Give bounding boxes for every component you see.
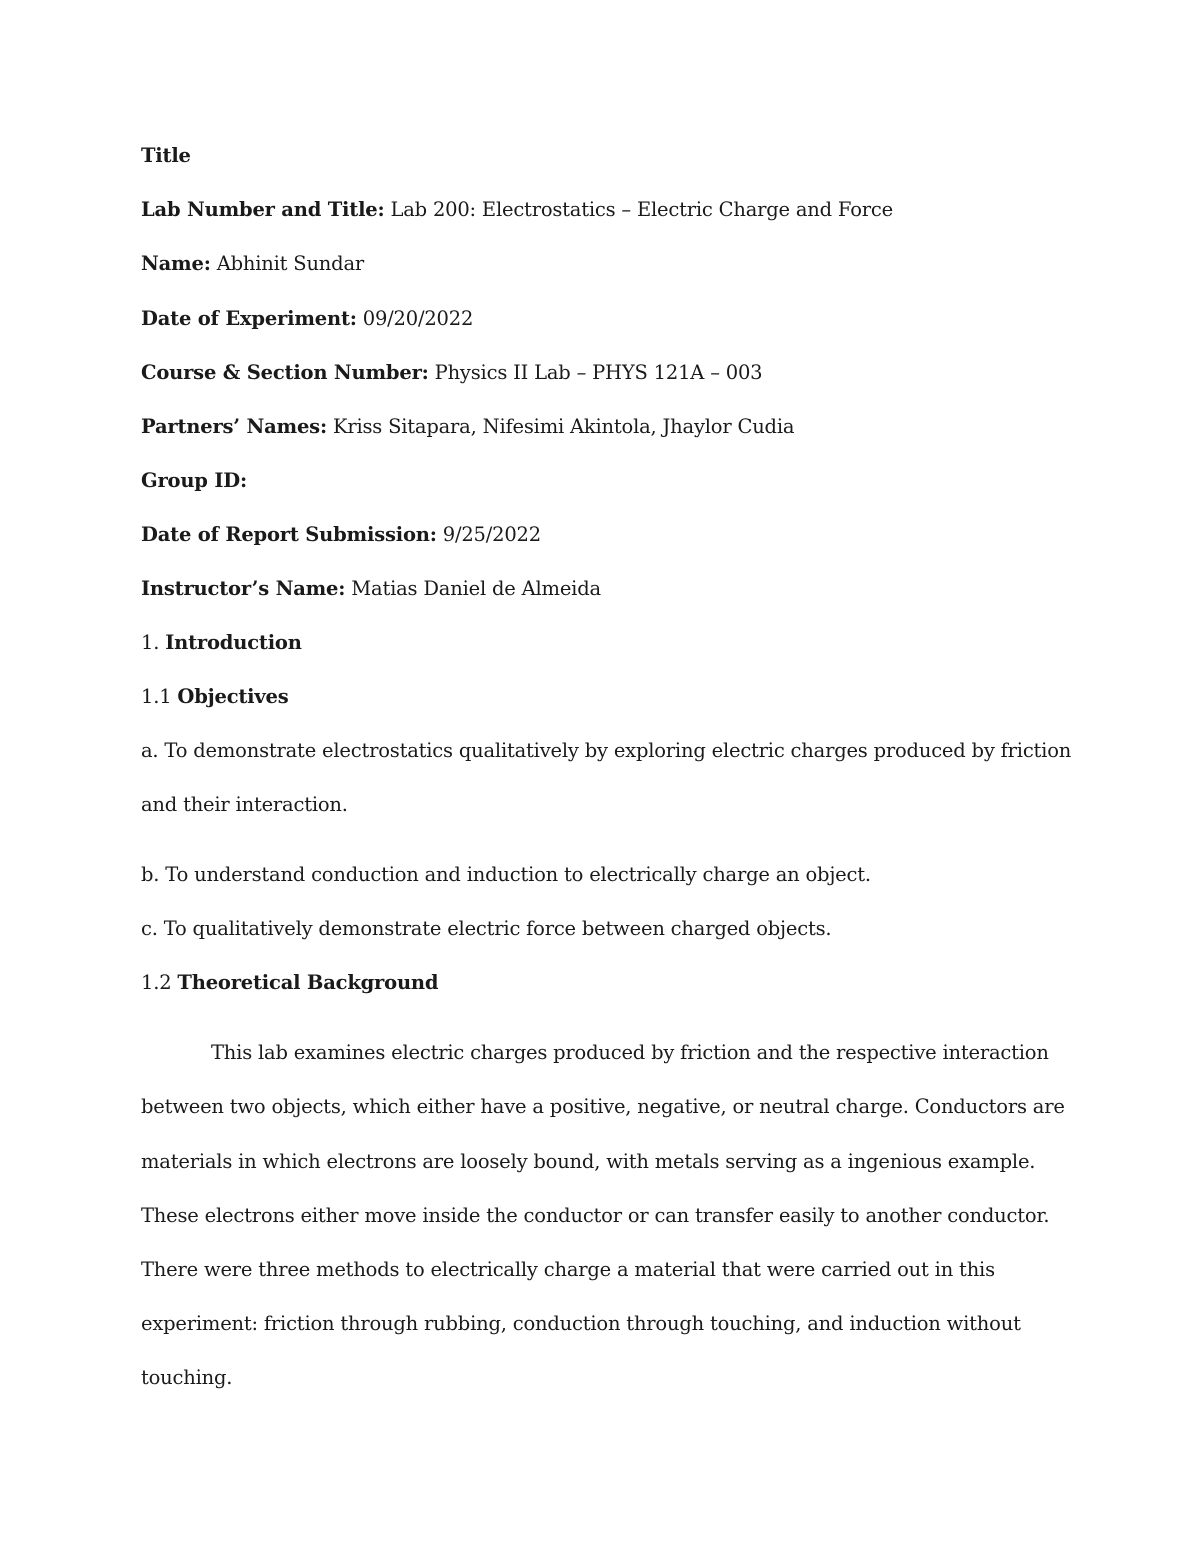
lab-number-value: Lab 200: Electrostatics – Electric Charge and Force (390, 198, 893, 221)
date-of-report-value: 9/25/2022 (442, 523, 541, 546)
objectives-heading (141, 683, 289, 711)
objective-a-line-1: a. To demonstrate electrostatics qualitatively by exploring electric charges produced by friction (141, 739, 1072, 762)
course-section-value: Physics II Lab – PHYS 121A – 003 (434, 361, 763, 384)
date-of-experiment-row (141, 305, 473, 333)
course-section-label: Course & Section Number: (141, 361, 429, 384)
objective-b: b. To understand conduction and induction to electrically charge an object. (141, 863, 871, 886)
objective-a-line-2: and their interaction. (141, 793, 348, 816)
group-id-row (141, 467, 247, 495)
date-of-report-label: Date of Report Submission: (141, 523, 437, 546)
theoretical-background-number: 1.2 (141, 971, 172, 994)
group-id-label: Group ID: (141, 469, 247, 492)
lab-number-label: Lab Number and Title: (141, 198, 385, 221)
background-paragraph-line: This lab examines electric charges produced by friction and the respective interaction (211, 1041, 1049, 1064)
background-paragraph-line: These electrons either move inside the conductor or can transfer easily to another conductor. (141, 1204, 1050, 1227)
background-paragraph-line: experiment: friction through rubbing, conduction through touching, and induction without (141, 1312, 1021, 1335)
introduction-title: Introduction (165, 631, 302, 654)
document-title: Title (141, 144, 191, 167)
partners-value: Kriss Sitapara, Nifesimi Akintola, Jhaylor Cudia (332, 415, 795, 438)
introduction-heading (141, 629, 302, 657)
instructor-row (141, 575, 601, 603)
date-of-report-row (141, 521, 541, 549)
lab-number-row (141, 196, 893, 224)
background-paragraph-line: between two objects, which either have a positive, negative, or neutral charge. Conductors are (141, 1095, 1065, 1118)
instructor-value: Matias Daniel de Almeida (351, 577, 601, 600)
partners-row (141, 413, 794, 441)
objectives-title: Objectives (177, 685, 289, 708)
background-paragraph-line: materials in which electrons are loosely bound, with metals serving as a ingenious example. (141, 1150, 1036, 1173)
background-paragraph-line: There were three methods to electrically charge a material that were carried out in this (141, 1258, 995, 1281)
name-label: Name: (141, 252, 211, 275)
course-section-row (141, 359, 762, 387)
objectives-number: 1.1 (141, 685, 172, 708)
partners-label: Partners’ Names: (141, 415, 327, 438)
instructor-label: Instructor’s Name: (141, 577, 346, 600)
introduction-number: 1. (141, 631, 160, 654)
objective-c: c. To qualitatively demonstrate electric force between charged objects. (141, 917, 832, 940)
theoretical-background-title: Theoretical Background (177, 971, 439, 994)
name-row (141, 250, 364, 278)
name-value: Abhinit Sundar (216, 252, 364, 275)
background-paragraph-line: touching. (141, 1366, 233, 1389)
date-of-experiment-label: Date of Experiment: (141, 307, 357, 330)
date-of-experiment-value: 09/20/2022 (362, 307, 474, 330)
theoretical-background-heading (141, 969, 438, 997)
